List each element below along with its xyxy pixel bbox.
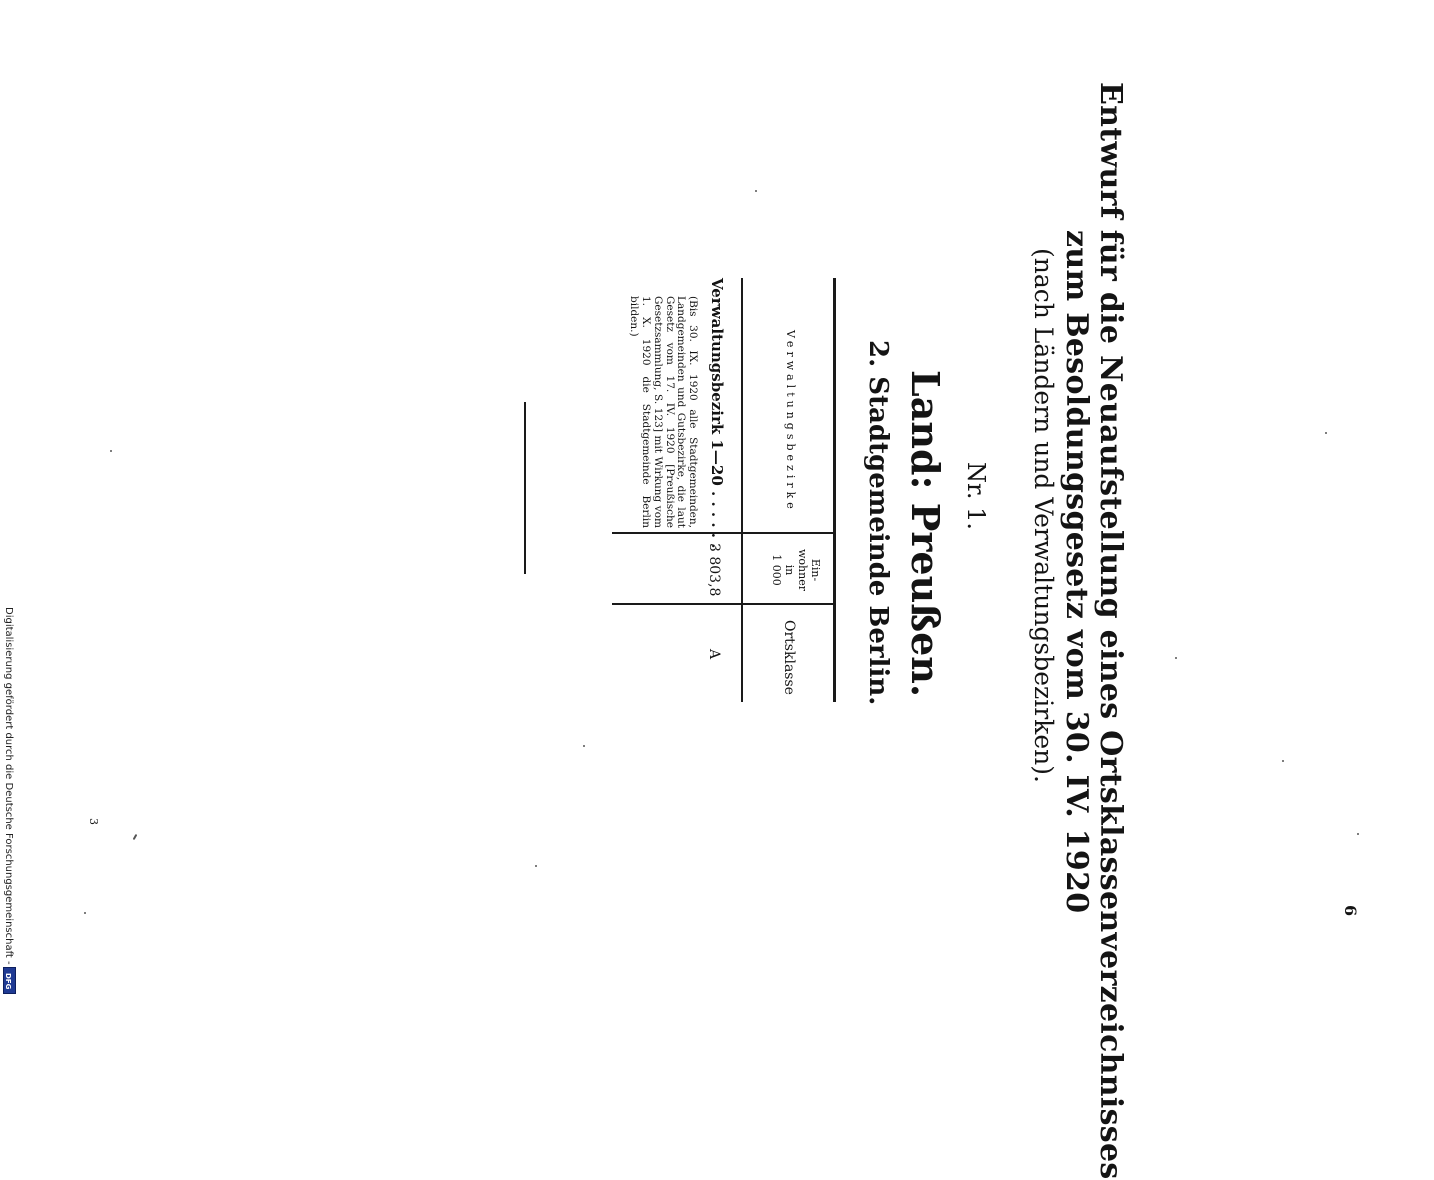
header-einwohner-line-2: wohner (796, 549, 809, 591)
header-einwohner-line-1: Ein- (809, 558, 822, 582)
page-number: 6 (1341, 905, 1360, 917)
table-row-note: (Bis 30. IX. 1920 alle Stadtgemeinden, Landgemeinden und Gutsbezirke, die laut Gesetz vom 17. IV. 1920 [Preußische Gesetzsammlung, S. 123] mit Wirkung vom 1. X. 1920 die Stadtgemeinde Berlin bilden.) (628, 296, 699, 528)
scan-speck (110, 450, 112, 452)
header-einwohner-line-4: 1 000 (770, 554, 783, 586)
margin-mark: 3 (87, 818, 100, 825)
header-ortsklasse: Ortsklasse (781, 620, 797, 695)
land-heading: Land: Preußen. (903, 370, 948, 698)
table-row-ortsklasse: A (706, 649, 722, 660)
table-header-rule (741, 278, 743, 702)
scan-speck (583, 745, 585, 747)
dfg-logo (3, 967, 16, 994)
scan-speck (755, 190, 757, 192)
table-row-bezirk: Verwaltungsbezirk 1—20 . . . . . . (708, 278, 726, 549)
digitization-footer: Digitalisierung gefördert durch die Deutsche Forschungsgemeinschaft - (3, 607, 14, 965)
scan-speck (535, 865, 537, 867)
scan-speck (1175, 657, 1177, 659)
document-subtitle: (nach Ländern und Verwaltungsbezirken). (1029, 248, 1058, 783)
table-row-einwohner: 3 803,8 (706, 543, 722, 597)
scan-speck (84, 912, 86, 914)
header-einwohner (770, 542, 822, 598)
document-title-line-2: zum Besoldungsgesetz vom 30. IV. 1920 (1059, 230, 1094, 914)
dfg-logo-text: DFG (4, 973, 12, 990)
scan-speck (1357, 833, 1359, 835)
section-number: Nr. 1. (962, 462, 990, 530)
table-col-divider-2 (612, 603, 833, 605)
scan-speck (1325, 432, 1327, 434)
header-einwohner-line-3: in (783, 564, 796, 576)
table-bottom-rule (524, 402, 526, 574)
stadtgemeinde-heading: 2. Stadtgemeinde Berlin. (863, 340, 893, 706)
table-top-rule (833, 278, 836, 702)
document-title-line-1: Entwurf für die Neuaufstellung eines Ortsklassenverzeichnisses (1093, 82, 1128, 1180)
scan-speck (1282, 760, 1284, 762)
scan-speck (133, 834, 138, 840)
table-col-divider-header-1 (743, 532, 833, 534)
header-verwaltungsbezirke: Verwaltungsbezirke (784, 330, 797, 513)
